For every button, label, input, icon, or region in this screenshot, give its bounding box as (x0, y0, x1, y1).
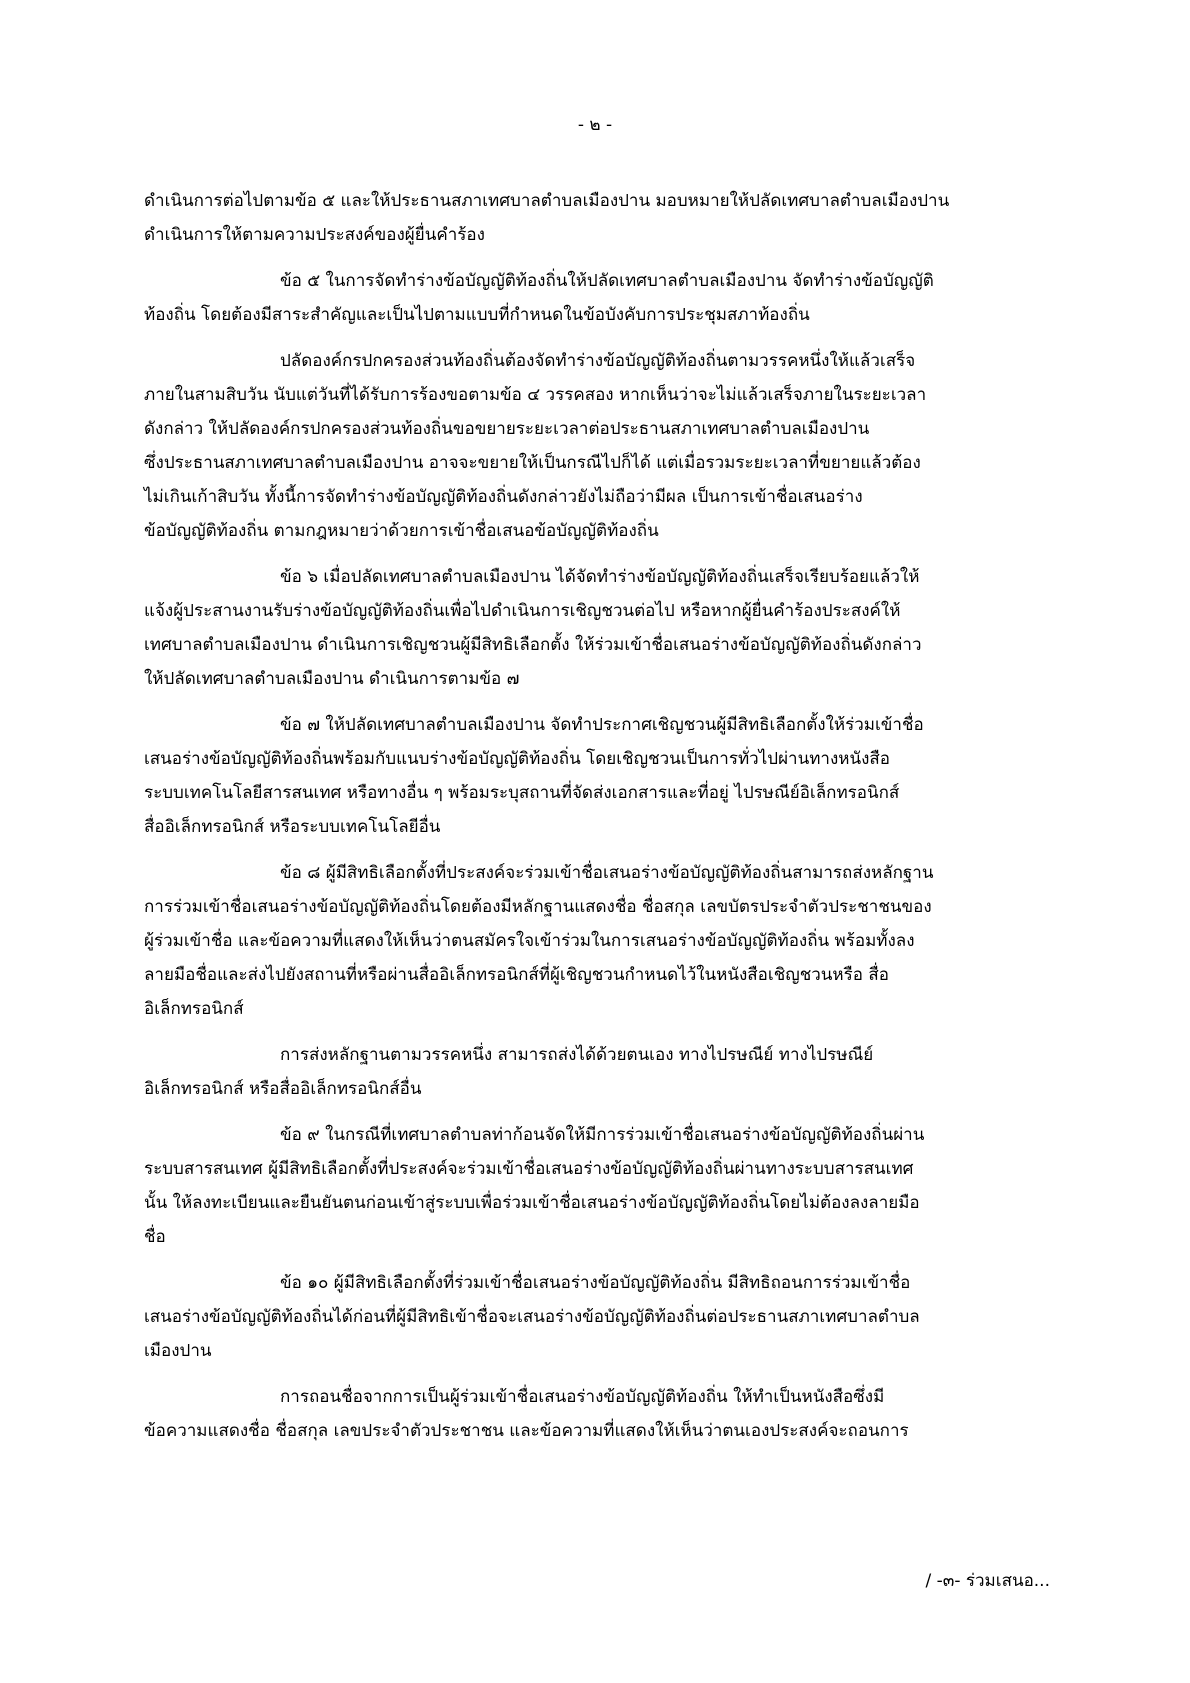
paragraph (144, 1038, 1052, 1106)
text-line: ภายในสามสิบวัน นับแต่วันที่ได้รับการร้องขอตามข้อ ๔ วรรคสอง หากเห็นว่าจะไม่แล้วเสร็จภายในระยะเวลา (144, 385, 927, 405)
text-line: ข้อ ๗ ให้ปลัดเทศบาลตำบลเมืองปาน จัดทำประกาศเชิญชวนผู้มีสิทธิเลือกตั้งให้ร่วมเข้าชื่อ (280, 715, 924, 735)
text-line: ซึ่งประธานสภาเทศบาลตำบลเมืองปาน อาจจะขยายให้เป็นกรณีไปก็ได้ แต่เมื่อรวมระยะเวลาที่ขยายแล้วต้อง (144, 453, 921, 473)
text-line: ข้อ ๙ ในกรณีที่เทศบาลตำบลท่าก้อนจัดให้มีการร่วมเข้าชื่อเสนอร่างข้อบัญญัติท้องถิ่นผ่าน (280, 1125, 925, 1145)
paragraph (144, 184, 1052, 252)
text-line: การส่งหลักฐานตามวรรคหนึ่ง สามารถส่งได้ด้วยตนเอง ทางไปรษณีย์ ทางไปรษณีย์ (280, 1045, 874, 1065)
text-line: ดำเนินการให้ตามความประสงค์ของผู้ยื่นคำร้อง (144, 225, 485, 245)
paragraph-gap (144, 548, 1052, 560)
text-line: สื่ออิเล็กทรอนิกส์ หรือระบบเทคโนโลยีอื่น (144, 817, 441, 837)
text-line: เสนอร่างข้อบัญญัติท้องถิ่นได้ก่อนที่ผู้มีสิทธิเข้าชื่อจะเสนอร่างข้อบัญญัติท้องถิ่นต่อประธานสภาเทศบาลตำบล (144, 1307, 920, 1327)
text-line: ระบบเทคโนโลยีสารสนเทศ หรือทางอื่น ๆ พร้อมระบุสถานที่จัดส่งเอกสารและที่อยู่ ไปรษณีย์อิเล็กทรอนิกส์ (144, 783, 900, 803)
text-line: การร่วมเข้าชื่อเสนอร่างข้อบัญญัติท้องถิ่นโดยต้องมีหลักฐานแสดงชื่อ ชื่อสกุล เลขบัตรประจำตัวประชาชนของ (144, 897, 932, 917)
text-line: แจ้งผู้ประสานงานรับร่างข้อบัญญัติท้องถิ่นเพื่อไปดำเนินการเชิญชวนต่อไป หรือหากผู้ยื่นคำร้องประสงค์ให้ (144, 601, 901, 621)
body-text (144, 184, 1052, 1448)
text-line: ข้อ ๘ ผู้มีสิทธิเลือกตั้งที่ประสงค์จะร่วมเข้าชื่อเสนอร่างข้อบัญญัติท้องถิ่นสามารถส่งหลักฐาน (280, 863, 934, 883)
paragraph-gap (144, 1254, 1052, 1266)
text-line: การถอนชื่อจากการเป็นผู้ร่วมเข้าชื่อเสนอร่างข้อบัญญัติท้องถิ่น ให้ทำเป็นหนังสือซึ่งมี (280, 1387, 885, 1407)
paragraph (144, 344, 1052, 548)
paragraph (144, 1266, 1052, 1368)
text-line: ท้องถิ่น โดยต้องมีสาระสำคัญและเป็นไปตามแบบที่กำหนดในข้อบังคับการประชุมสภาท้องถิ่น (144, 305, 810, 325)
text-line: ข้อ ๖ เมื่อปลัดเทศบาลตำบลเมืองปาน ได้จัดทำร่างข้อบัญญัติท้องถิ่นเสร็จเรียบร้อยแล้วให้ (280, 567, 920, 587)
text-line: ข้อบัญญัติท้องถิ่น ตามกฎหมายว่าด้วยการเข้าชื่อเสนอข้อบัญญัติท้องถิ่น (144, 521, 659, 541)
paragraph (144, 264, 1052, 332)
paragraph (144, 1380, 1052, 1448)
text-line: ลายมือชื่อและส่งไปยังสถานที่หรือผ่านสื่ออิเล็กทรอนิกส์ที่ผู้เชิญชวนกำหนดไว้ในหนังสือเชิญชวนหรือ สื่อ (144, 965, 889, 985)
paragraph (144, 560, 1052, 696)
text-line: ข้อ ๑๐ ผู้มีสิทธิเลือกตั้งที่ร่วมเข้าชื่อเสนอร่างข้อบัญญัติท้องถิ่น มีสิทธิถอนการร่วมเข้าชื่อ (280, 1273, 911, 1293)
page-number: - ๒ - (577, 115, 613, 135)
continuation-note: / -๓- ร่วมเสนอ... (925, 1571, 1050, 1591)
paragraph-gap (144, 696, 1052, 708)
paragraph (144, 1118, 1052, 1254)
text-line: ดำเนินการต่อไปตามข้อ ๕ และให้ประธานสภาเทศบาลตำบลเมืองปาน มอบหมายให้ปลัดเทศบาลตำบลเมืองปาน (144, 191, 950, 211)
paragraph (144, 708, 1052, 844)
text-line: ข้อความแสดงชื่อ ชื่อสกุล เลขประจำตัวประชาชน และข้อความที่แสดงให้เห็นว่าตนเองประสงค์จะถอนการ (144, 1421, 909, 1441)
text-line: เมืองปาน (144, 1341, 212, 1361)
text-line: ให้ปลัดเทศบาลตำบลเมืองปาน ดำเนินการตามข้อ ๗ (144, 669, 520, 689)
text-line: ชื่อ (144, 1227, 166, 1247)
text-line: เทศบาลตำบลเมืองปาน ดำเนินการเชิญชวนผู้มีสิทธิเลือกตั้ง ให้ร่วมเข้าชื่อเสนอร่างข้อบัญญัติท้องถิ่นดังกล่าว (144, 635, 922, 655)
text-line: ข้อ ๕ ในการจัดทำร่างข้อบัญญัติท้องถิ่นให้ปลัดเทศบาลตำบลเมืองปาน จัดทำร่างข้อบัญญัติ (280, 271, 934, 291)
text-line: อิเล็กทรอนิกส์ หรือสื่ออิเล็กทรอนิกส์อื่น (144, 1079, 422, 1099)
paragraph-gap (144, 332, 1052, 344)
paragraph-gap (144, 1368, 1052, 1380)
text-line: ปลัดองค์กรปกครองส่วนท้องถิ่นต้องจัดทำร่างข้อบัญญัติท้องถิ่นตามวรรคหนึ่งให้แล้วเสร็จ (280, 351, 916, 371)
paragraph (144, 856, 1052, 1026)
text-line: นั้น ให้ลงทะเบียนและยืนยันตนก่อนเข้าสู่ระบบเพื่อร่วมเข้าชื่อเสนอร่างข้อบัญญัติท้องถิ่นโดยไม่ต้องลงลายมือ (144, 1193, 920, 1213)
text-line: ดังกล่าว ให้ปลัดองค์กรปกครองส่วนท้องถิ่นขอขยายระยะเวลาต่อประธานสภาเทศบาลตำบลเมืองปาน (144, 419, 870, 439)
text-line: ไม่เกินเก้าสิบวัน ทั้งนี้การจัดทำร่างข้อบัญญัติท้องถิ่นดังกล่าวยังไม่ถือว่ามีผล เป็นการเข้าชื่อเสนอร่าง (144, 487, 863, 507)
text-line: ระบบสารสนเทศ ผู้มีสิทธิเลือกตั้งที่ประสงค์จะร่วมเข้าชื่อเสนอร่างข้อบัญญัติท้องถิ่นผ่านทางระบบสารสนเทศ (144, 1159, 914, 1179)
text-line: อิเล็กทรอนิกส์ (144, 999, 244, 1019)
text-line: ผู้ร่วมเข้าชื่อ และข้อความที่แสดงให้เห็นว่าตนสมัครใจเข้าร่วมในการเสนอร่างข้อบัญญัติท้องถิ่น พร้อมทั้งลง (144, 931, 915, 951)
text-line: เสนอร่างข้อบัญญัติท้องถิ่นพร้อมกับแนบร่างข้อบัญญัติท้องถิ่น โดยเชิญชวนเป็นการทั่วไปผ่านทางหนังสือ (144, 749, 890, 769)
paragraph-gap (144, 1026, 1052, 1038)
paragraph-gap (144, 1106, 1052, 1118)
paragraph-gap (144, 844, 1052, 856)
paragraph-gap (144, 252, 1052, 264)
